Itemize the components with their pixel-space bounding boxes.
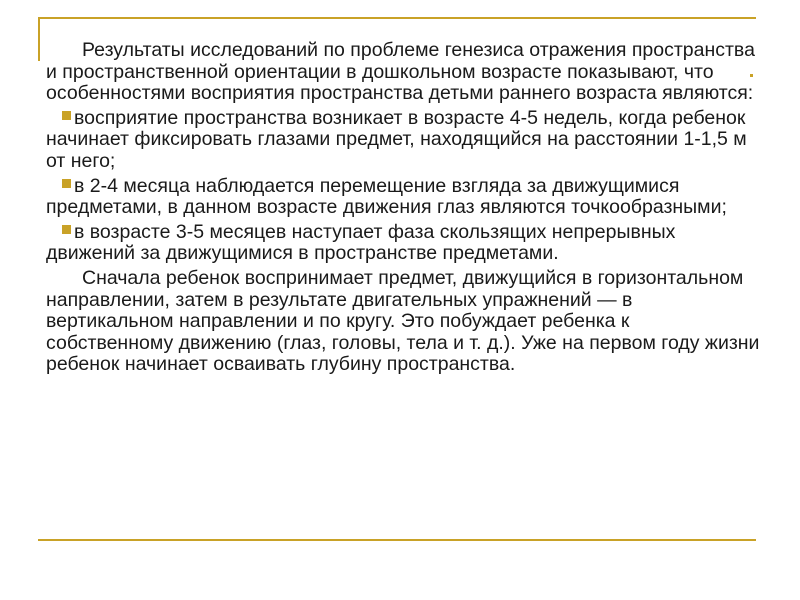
conclusion-paragraph: Сначала ребенок воспринимает предмет, движущийся в горизонтальном направлении, затем в результате двигательных упражнений — в вертикальном направлении и по кругу. Это побуждает ребенка к собственному движению (глаз, головы, тела и т. д.). Уже на первом году жизни ребенок начинает осваивать глубину пространства. — [46, 266, 760, 376]
bottom-rule — [38, 539, 756, 541]
square-bullet-icon — [62, 225, 71, 234]
square-bullet-icon — [62, 111, 71, 120]
bullet-text: восприятие пространства возникает в возрасте 4-5 недель, когда ребенок начинает фиксировать глазами предмет, находящийся на расстоянии 1-1,5 м от него; — [46, 106, 747, 172]
bullet-item-2 — [46, 176, 761, 219]
bullet-item-1 — [46, 108, 761, 173]
bullet-item-3 — [46, 222, 761, 265]
intro-paragraph: Результаты исследований по проблеме генезиса отражения пространства и пространственной ориентации в дошкольном возрасте показывают, что особенностями восприятия пространства детьми раннего возраста являются: — [46, 39, 755, 105]
left-accent-rule — [38, 17, 40, 61]
bullet-text: в возрасте 3-5 месяцев наступает фаза скользящих непрерывных движений за движущимися в пространстве предметами. — [46, 220, 676, 265]
top-rule — [38, 17, 756, 19]
bullet-text: в 2-4 месяца наблюдается перемещение взгляда за движущимися предметами, в данном возрасте движения глаз являются точкообразными; — [46, 174, 727, 219]
slide-body — [46, 40, 761, 379]
square-bullet-icon — [62, 179, 71, 188]
